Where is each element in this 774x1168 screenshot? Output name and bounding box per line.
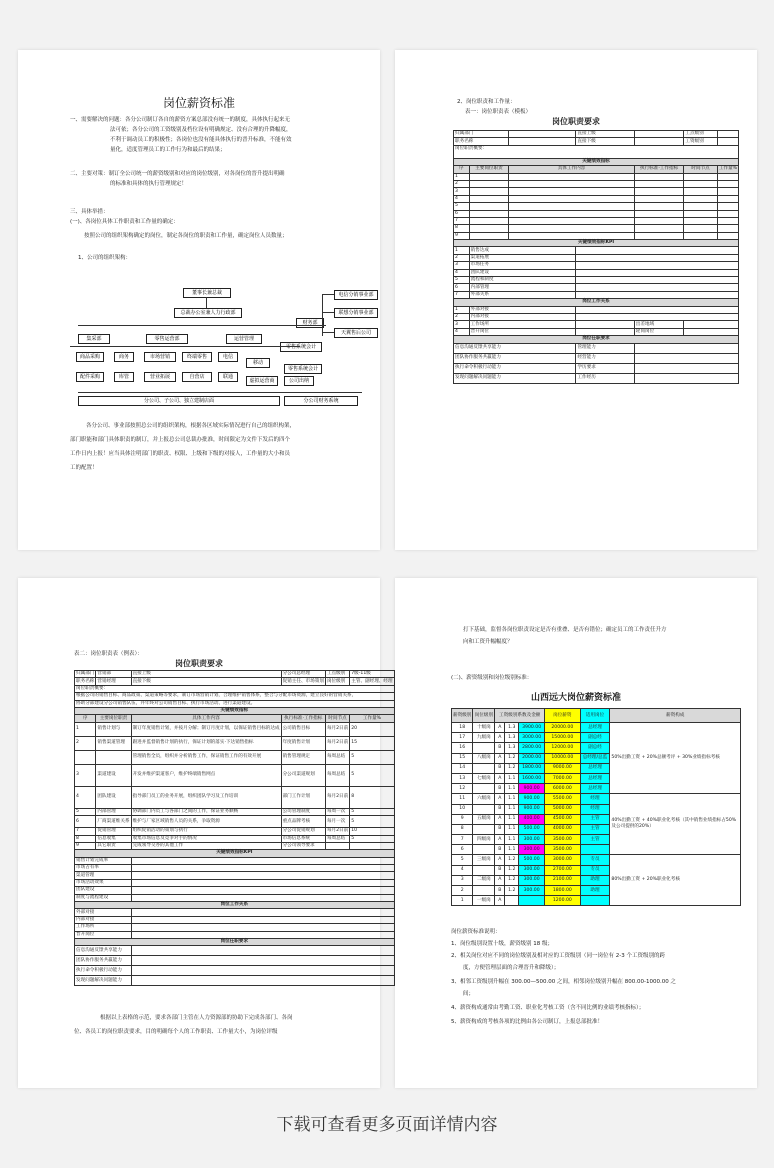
table-row: 11 六级岗 A 1.1 900.00 5500.00 经理 40%出勤工资 + 40%职业化考核（其中销售业绩指标占50%及公司提供的20%） (452, 794, 741, 804)
paragraph: 法可依；各分公司的工资级别及档位设有明确规定、没有合理的升降幅度， (110, 127, 292, 133)
org-box: 零售系统会计 (280, 342, 322, 352)
document-page-3 (18, 578, 393, 1088)
table-row: 7 四级岗 A 1.1 300.00 3500.00 主管 (452, 835, 741, 845)
org-box: 分公司、子公司、独立建制店面 (78, 396, 280, 406)
paragraph: 按照公司的组织架构确定的岗位，制定各岗位的职责和工作量，确定岗位人员数量； (84, 233, 288, 239)
paragraph: 二、主要对策：制订全公司统一的薪资级别和对应的岗位级别，对各岗位的晋升提出明确 (70, 171, 285, 177)
table-row: 12 B 1.1 900.00 6000.00 总经理 (452, 784, 741, 794)
paragraph: 岗位薪资标准说明： (451, 929, 501, 935)
page-title: 岗位薪资标准 (162, 96, 235, 110)
paragraph: 4、薪资构成通常由考勤工资、职业化考核工资（含不同比例的业绩考核指标）； (451, 1005, 645, 1011)
org-box: 零售系统会计 (284, 364, 322, 374)
org-box: 运营管理 (226, 334, 262, 344)
org-box: 营业拓展 (144, 372, 176, 382)
paragraph: (二)、薪资级别和岗位级别标准： (451, 675, 533, 681)
paragraph: 三、具体举措： (70, 209, 109, 215)
org-box: 库管 (114, 372, 134, 382)
paragraph: 工作日内上报！应当具体注明部门的职责、权限、上级和下级的对接人，工作量的大小和员 (70, 451, 291, 457)
paragraph: 2、相关岗位对应不同的岗位级别及相对应的工资级别（同一岗位有 2-3 个工资级别的跨 (451, 953, 665, 959)
table-row: 4 B 1.2 300.00 2700.00 专员 (452, 865, 741, 875)
paragraph: 1、公司的组织架构： (78, 255, 131, 261)
org-box: 配件采购 (76, 372, 104, 382)
job-duty-template-table: 归属部门 直接上级 工点级别 职务名称 直接下级 工资级别 岗位职责概要： 关键绩效指标 序 主要岗位职责 具体工作内容 执行标准·工作指标 时间节点 工作量% 1 2 3 4 5 6 7 8 9 关键绩效指标KPI 1 销售达成 2 渠道拓展 3 市场任务 4 团队建设 5 流程和制度 6 内部管理 7 外部关系 岗位工作关系 1 外部对接 2 内部对接 3 工作场所 出差地域 4 晋升岗位 轮岗岗位 岗位任职要求 信息沟通反馈共享能力 管理能力 团队协作服务共赢能力 经营能力 执行命令积极行动能力 学历要求 发现问题解决问题能力 工作经历 (453, 130, 739, 384)
paragraph: 的标准和具体的执行管理规定！ (110, 181, 188, 187)
org-box: 财务部 (296, 318, 324, 328)
paragraph: 量化，适度管理员工的工作行为和最后的结果； (110, 147, 226, 153)
document-page-1 (18, 50, 380, 550)
table-title: 岗位职责要求 (175, 659, 223, 668)
org-box: 商务 (114, 352, 134, 362)
table-row: 10 B 1.1 900.00 5000.00 经理 (452, 804, 741, 814)
table-row: 9 五级岗 A 1.1 400.00 4500.00 主管 (452, 814, 741, 824)
table-row: 5 三级岗 A 1.2 500.00 3000.00 专员 80%出勤工资 + 20%职业化考核 (452, 855, 741, 865)
org-box: 天翼售后公司 (334, 328, 378, 338)
paragraph: 表二：岗位职责表（例表）： (74, 651, 143, 657)
table-row: 3 二级岗 A 1.2 300.00 2100.00 助理 (452, 875, 741, 885)
paragraph: 部门职能和部门具体职责的制订，并上报总公司总裁办批准，时间限定为文件下发后的四个 (70, 437, 291, 443)
table-row: 16 B 1.3 2800.00 12000.00 副总经 (452, 743, 741, 753)
org-box: 联通 (218, 372, 238, 382)
table-row: 18 十级岗 A 1.3 3900.00 20000.00 总经理 50%出勤工资 + 20%总额考评 + 30%业绩指标考核 (452, 723, 741, 733)
table-title: 岗位职责要求 (552, 117, 600, 126)
salary-standard-table: 薪资级别 岗位级别 工资级别系数及金额 岗位薪资 适用岗位 薪资构成 18 十级岗 A 1.3 3900.00 20000.00 总经理 50%出勤工资 + 20%总额考评 + 30%业绩指标考核 17 九级岗 A 1.3 3000.00 15000.00 副总经 16 B 1.3 2800.00 12000.00 副总经 15 八级岗 A 1.2 2000.00 10000.00 总经理/总监 14 B 1.2 1800.00 9000.00 总经理 13 七级岗 A 1.1 1600.00 7000.00 总经理 12 B 1.1 900.00 6000.00 总经理 11 六级岗 A 1.1 900.00 5500.00 经理 40%出勤工资 + 40%职业化考核（其中销售业绩指标占50%及公司提供的20%） 10 B 1.1 900.00 5000.00 经理 9 五级岗 A 1.1 400.00 4500.00 主管 8 B 1.1 500.00 4000.00 主管 7 四级岗 A 1.1 300.00 3500.00 主管 6 B 1.1 300.00 3500.00 5 三级岗 A 1.2 500.00 3000.00 专员 80%出勤工资 + 20%职业化考核 4 B 1.2 300.00 2700.00 专员 3 二级岗 A 1.2 300.00 2100.00 助理 2 B 1.2 300.00 1800.00 助理 1 一级岗 A 1200.00 (451, 708, 741, 906)
paragraph: 5、薪资构成的考核各项的比例由各公司制订，上报总部批准！ (451, 1019, 604, 1025)
paragraph: 3、相邻工资级别升幅在 300.00—500.00 之间，相邻岗位级别升幅在 800.00-1000.00 之 (451, 979, 676, 985)
paragraph: 间； (463, 991, 475, 997)
org-box: 移动 (246, 358, 270, 368)
document-page-2 (395, 50, 757, 550)
org-box: 分公司财务系统 (284, 396, 358, 406)
table-row: 2 B 1.2 300.00 1800.00 助理 (452, 886, 741, 896)
paragraph: 位、各员工的岗位职责要求，目的明确每个人的工作职责、工作量大小，为岗位评级 (74, 1029, 278, 1035)
org-box: 终端零售 (182, 352, 212, 362)
table-row: 1 一级岗 A 1200.00 (452, 896, 741, 906)
paragraph: 2、岗位职责和工作量： (457, 99, 516, 105)
org-box: 商品采购 (76, 352, 104, 362)
org-box: 集采部 (78, 334, 110, 344)
table-row: 15 八级岗 A 1.2 2000.00 10000.00 总经理/总监 (452, 753, 741, 763)
paragraph: 1、岗位级别设置十级，薪资级别 18 级； (451, 941, 553, 947)
org-box: 董事长兼总裁 (183, 288, 231, 298)
table-row: 17 九级岗 A 1.3 3000.00 15000.00 副总经 (452, 733, 741, 743)
document-page-4 (395, 578, 757, 1088)
paragraph: 各分公司、事业部按照总公司的组织架构，根据各区域实际情况进行自己的组织构架， (86, 423, 296, 429)
download-prompt[interactable]: 下载可查看更多页面详情内容 (276, 1115, 498, 1135)
table-row: 13 七级岗 A 1.1 1600.00 7000.00 总经理 (452, 773, 741, 783)
table-title: 山西远大岗位薪资标准 (530, 693, 621, 703)
paragraph: (一)、各岗位具体工作职责和工作量的确定： (70, 219, 179, 225)
paragraph: 根据以上表格的示范，要求各部门主管在人力资源部的协助下完成各部门、各岗 (100, 1015, 293, 1021)
org-box: 电信分销事业部 (334, 290, 378, 300)
paragraph: 度，方便管理层面的合理晋升和降级）； (463, 965, 560, 971)
paragraph: 打下基础，监督各岗位职责设定是否有重叠、是否有错位；确定员工的工作责任升方 (463, 627, 667, 633)
org-box: 自营店 (182, 372, 212, 382)
table-row: 8 B 1.1 500.00 4000.00 主管 (452, 824, 741, 834)
org-box: 零售运营部 (146, 334, 188, 344)
paragraph: 表一：岗位职责表（模板） (465, 109, 532, 115)
org-box: 总裁办公室兼人力行政部 (174, 308, 242, 318)
paragraph: 一、需要解决的问题：各分公司制订各自的薪资方案总部没有统一的制度，具体执行起来无 (70, 117, 291, 123)
org-box: 联想分销事业部 (334, 308, 378, 318)
org-box: 市场营销 (144, 352, 176, 362)
table-row: 6 B 1.1 300.00 3500.00 (452, 845, 741, 855)
job-duty-example-table: 归属部门 营销部 直接上级 分公司总经理 工点级别 7级-11级 职务名称 营销经理 直接下级 促销主任、市场策划 岗位级别 主管、副经理、经理 岗位职责概要： 根据公司的销售目标、商品政策、渠道策略等要求，制订市场营销计划，合理维护销售体系，整合与分配市场资源，建立良好的营销关系， 协助分部建设分公司销售队伍，并年终对公司销售目标、执行市场活动、进行渠道建设。 关键绩效指标 序 主要岗位职责 具体工作内容 执行标准·工作指标 时间节点 工作量% 1 销售计划与 制订年度销售计划，并按月分解；制订月度计划，以保证销售目标的达成 公司销售目标 每月2日前 20 2 销售渠道管理 跟进并监督销售计划的执行，保证计划的落实·下达销售指标 年度销售计划 每月2日前 15 管理销售全员，组织并分析销售工作，保证销售工作的有效开展 销售管理规定 每周总结 5 3 渠道建设 开发并维护渠道客户，维护终端销售网点 分公司渠道规划 每周总结 5 4 团队建设 指导部门员工的业务开展，组织团队学习及工作培训 部门工作计划 每月2日前 8 5 内部管理 协调部门内员工与各部门之间的工作，保证业务顺畅 公司管理制度 每周一次 5 6 厂商渠道维关系 维护与厂家区域销售人员的关系，争取资源 重点品牌考核 每月一次 5 7 促销管理 组织促销活动的策划与执行 分公司促销规划 每月2日前 10 8 信息收集 收集市场信息及竞争对手的情况 市场信息系统 每周总结 5 9 其它职责 完成领导交办的其他工作 分公司领导要求 关键绩效指标KPI 销售计划完成率 市场占有率 渠道管理 市场活动效果 团队建设 制度与流程建设 岗位工作关系 外部对接 内部对接 工作场所 晋升岗位 岗位任职要求 信息沟通反馈共享能力 团队协作服务共赢能力 执行命令积极行动能力 发现问题解决问题能力 (74, 670, 395, 986)
org-box: 虚拟运营商 (246, 376, 278, 386)
org-box: 电信 (218, 352, 238, 362)
paragraph: 不利于调动员工的积极性；各岗位也没有能具体执行的晋升标准，不能有效 (110, 137, 292, 143)
paragraph: 工的配置！ (70, 465, 98, 471)
paragraph: 向和工资升幅幅度？ (463, 639, 513, 645)
org-box: 公司出纳 (284, 376, 314, 386)
table-row: 14 B 1.2 1800.00 9000.00 总经理 (452, 763, 741, 773)
